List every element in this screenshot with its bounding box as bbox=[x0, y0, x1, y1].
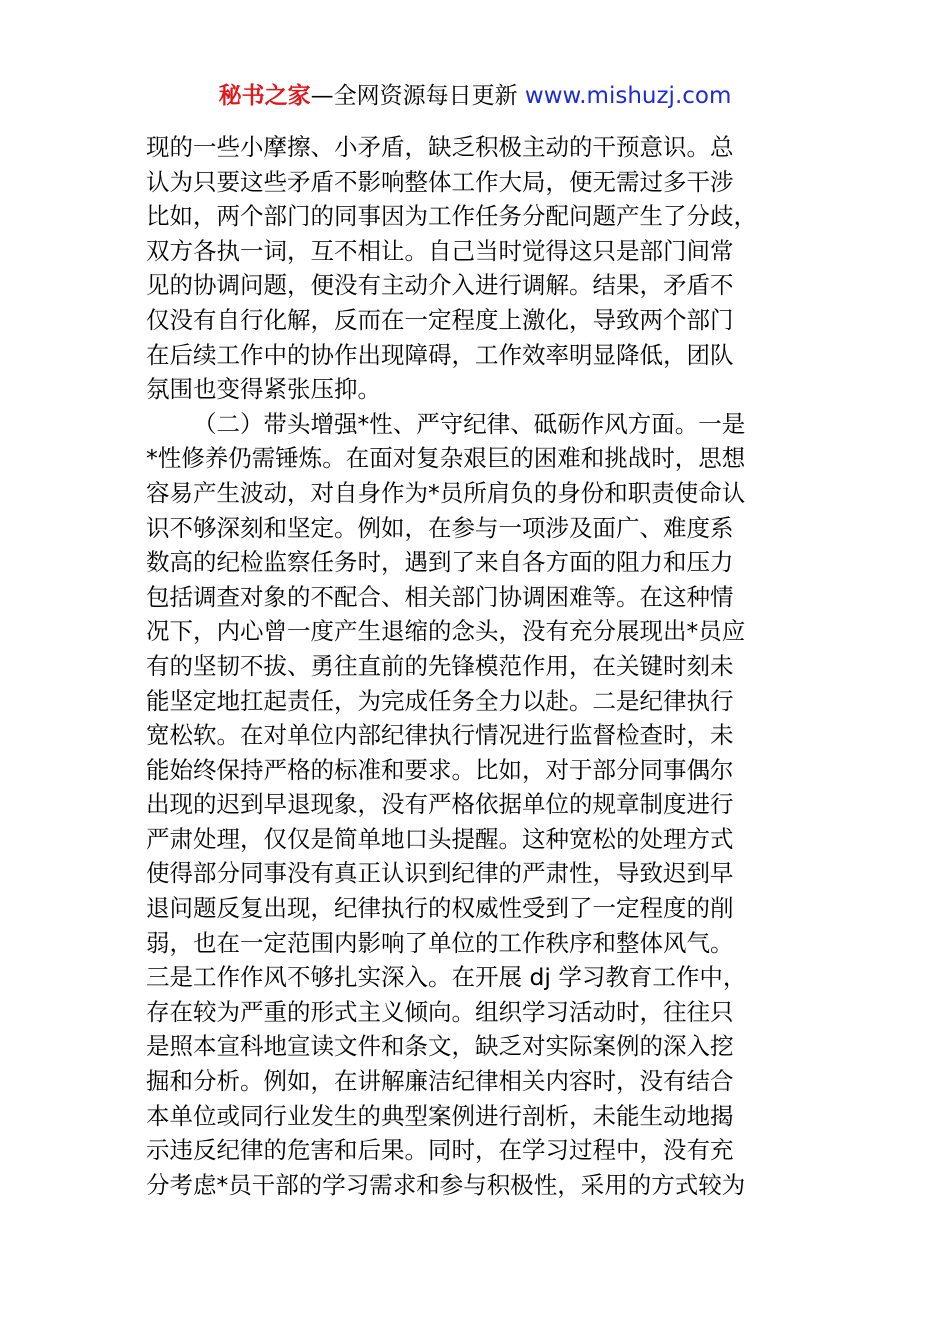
text-line: 识不够深刻和坚定。例如，在参与一项涉及面广、难度系 bbox=[146, 513, 734, 542]
text-line: 示违反纪律的危害和后果。同时，在学习过程中，没有充 bbox=[146, 1136, 734, 1165]
text-line: 严肃处理，仅仅是简单地口头提醒。这种宽松的处理方式 bbox=[146, 824, 734, 853]
text-line: 比如，两个部门的同事因为工作任务分配问题产生了分歧， bbox=[146, 202, 757, 231]
website-url[interactable]: www.mishuzj.com bbox=[524, 83, 732, 109]
text-line: 弱，也在一定范围内影响了单位的工作秩序和整体风气。 bbox=[146, 928, 734, 957]
text-line: 出现的迟到早退现象，没有严格依据单位的规章制度进行 bbox=[146, 790, 734, 819]
text-line: 容易产生波动，对自身作为*员所肩负的身份和职责使命认 bbox=[146, 478, 746, 507]
text-line: 掘和分析。例如，在讲解廉洁纪律相关内容时，没有结合 bbox=[146, 1067, 734, 1096]
text-line: 仅没有自行化解，反而在一定程度上激化，导致两个部门 bbox=[146, 305, 734, 334]
document-body bbox=[146, 130, 826, 1202]
text-line: 数高的纪检监察任务时，遇到了来自各方面的阻力和压力 bbox=[146, 548, 734, 577]
text-line: 认为只要这些矛盾不影响整体工作大局，便无需过多干涉 bbox=[146, 167, 734, 196]
text-line: 存在较为严重的形式主义倾向。组织学习活动时，往往只 bbox=[146, 997, 734, 1026]
text-line: *性修养仍需锤炼。在面对复杂艰巨的困难和挑战时，思想 bbox=[146, 444, 746, 473]
text-line: 现的一些小摩擦、小矛盾，缺乏积极主动的干预意识。总 bbox=[146, 133, 734, 161]
text-line: 况下，内心曾一度产生退缩的念头，没有充分展现出*员应 bbox=[146, 617, 746, 646]
text-line: 是照本宣科地宣读文件和条文，缺乏对实际案例的深入挖 bbox=[146, 1032, 734, 1061]
section-heading-line: （二）带头增强*性、严守纪律、砥砺作风方面。一是 bbox=[193, 409, 746, 438]
text-line: 宽松软。在对单位内部纪律执行情况进行监督检查时，未 bbox=[146, 721, 734, 750]
text-line: 分考虑*员干部的学习需求和参与积极性，采用的方式较为 bbox=[146, 1170, 746, 1199]
text-line: 本单位或同行业发生的典型案例进行剖析，未能生动地揭 bbox=[146, 1101, 734, 1130]
text-line: 包括调查对象的不配合、相关部门协调困难等。在这种情 bbox=[146, 582, 734, 611]
text-line: 能坚定地扛起责任，为完成任务全力以赴。二是纪律执行 bbox=[146, 686, 734, 715]
header-tagline: —全网资源每日更新 bbox=[310, 83, 525, 109]
page-header bbox=[0, 80, 950, 112]
text-line: 见的协调问题，便没有主动介入进行调解。结果，矛盾不 bbox=[146, 271, 734, 300]
text-line: 有的坚韧不拔、勇往直前的先锋模范作用，在关键时刻未 bbox=[146, 651, 734, 680]
brand-name: 秘书之家 bbox=[218, 83, 311, 109]
text-line: 使得部分同事没有真正认识到纪律的严肃性，导致迟到早 bbox=[146, 859, 734, 888]
text-line: 三是工作作风不够扎实深入。在开展 dj 学习教育工作中， bbox=[146, 963, 747, 992]
text-line: 氛围也变得紧张压抑。 bbox=[146, 375, 381, 404]
text-line: 退问题反复出现，纪律执行的权威性受到了一定程度的削 bbox=[146, 894, 734, 923]
text-line: 在后续工作中的协作出现障碍，工作效率明显降低，团队 bbox=[146, 340, 734, 369]
text-line: 双方各执一词，互不相让。自己当时觉得这只是部门间常 bbox=[146, 236, 734, 265]
text-line: 能始终保持严格的标准和要求。比如，对于部分同事偶尔 bbox=[146, 755, 734, 784]
